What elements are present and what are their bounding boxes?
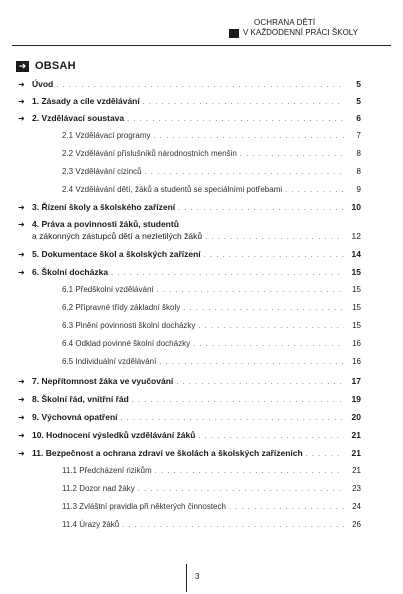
toc-entry-page: 26	[352, 520, 361, 529]
toc-entry-page: 15	[352, 285, 361, 294]
toc-entry-text: 6.1 Předškolní vzdělávání	[62, 285, 154, 294]
toc-entry	[62, 284, 361, 297]
arrow-icon: ➜	[18, 80, 25, 89]
toc-entry-text: 2.2 Vzdělávání příslušníků národnostních menšin	[62, 149, 237, 158]
toc-entry	[18, 411, 361, 425]
dot-leader	[183, 303, 344, 315]
header-line-1: OCHRANA DĚTÍ	[254, 18, 316, 27]
page-footer	[186, 564, 207, 592]
toc-entry	[62, 148, 361, 161]
toc-entry-text: 6.3 Plnění povinnosti školní docházky	[62, 321, 196, 330]
toc-entry-page: 23	[352, 484, 361, 493]
toc-entry-text: 9. Výchovná opatření	[32, 412, 118, 422]
toc-entry	[62, 501, 361, 514]
toc-entry-text: 3. Řízení školy a školského zařízení	[32, 202, 176, 212]
arrow-icon: ➜	[18, 114, 25, 123]
dot-leader	[205, 232, 344, 244]
toc-entry	[62, 320, 361, 333]
toc-entry	[18, 201, 361, 215]
toc-entry-page: 15	[351, 267, 361, 277]
arrow-icon: ➜	[18, 413, 25, 422]
toc-entry	[18, 375, 361, 389]
toc-entry-page: 20	[351, 412, 361, 422]
toc-entry	[62, 302, 361, 315]
toc-entry-text: 11.4 Úrazy žáků	[62, 520, 120, 529]
header-line-2: V KAŽDODENNÍ PRÁCI ŠKOLY	[243, 28, 358, 37]
toc-entry	[18, 112, 361, 126]
toc-entry	[62, 483, 361, 496]
toc-entry-text: 8. Školní řád, vnitřní řád	[32, 394, 129, 404]
toc-entry-page: 16	[352, 339, 361, 348]
toc-entry-page: 7	[356, 131, 361, 140]
arrow-icon: ➜	[18, 377, 25, 386]
arrow-box-icon: ➜	[16, 61, 29, 72]
dot-leader	[204, 250, 344, 262]
arrow-icon: ➜	[18, 395, 25, 404]
toc-entry-text: 2.3 Vzdělávání cizinců	[62, 167, 142, 176]
dot-leader	[178, 203, 344, 215]
dot-leader	[198, 321, 344, 333]
toc-entry-text: 2.1 Vzdělávací programy	[62, 131, 151, 140]
toc-entry	[62, 338, 361, 351]
toc-entry-page: 15	[352, 321, 361, 330]
toc-entry-page: 8	[356, 167, 361, 176]
header-line-2-wrap	[229, 28, 379, 38]
dot-leader	[121, 413, 345, 425]
dot-leader	[127, 114, 344, 126]
toc-entry-page: 10	[351, 202, 361, 212]
toc-entry-text: 11. Bezpečnost a ochrana zdraví ve školách a školských zařízeních	[32, 448, 303, 458]
dot-leader	[193, 339, 344, 351]
arrow-icon: ➜	[18, 97, 25, 106]
toc-entry-page: 8	[356, 149, 361, 158]
toc-entry-text: a zákonných zástupců dětí a nezletilých žáků	[32, 231, 203, 241]
toc-entry	[62, 519, 361, 532]
toc-title: OBSAH	[35, 60, 76, 72]
toc-entry-text: 11.2 Dozor nad žáky	[62, 484, 135, 493]
dot-leader	[157, 285, 344, 297]
running-header	[229, 18, 379, 38]
toc-entry	[62, 130, 361, 143]
toc-entry	[32, 230, 361, 244]
toc-entry-text: 6.4 Odklad povinné školní docházky	[62, 339, 191, 348]
toc-entry-page: 24	[352, 502, 361, 511]
dot-leader	[143, 97, 344, 109]
dot-leader	[198, 431, 344, 443]
header-square-icon	[229, 29, 239, 38]
toc-heading	[16, 60, 76, 72]
arrow-icon: ➜	[18, 250, 25, 259]
toc-entry-page: 21	[351, 448, 361, 458]
dot-leader	[229, 502, 344, 514]
toc-entry-page: 14	[351, 249, 361, 259]
dot-leader	[159, 357, 344, 369]
arrow-icon: ➜	[18, 449, 25, 458]
toc-entry	[18, 266, 361, 280]
dot-leader	[285, 185, 344, 197]
toc-entry-text: 1. Zásady a cíle vzdělávání	[32, 96, 140, 106]
dot-leader	[176, 377, 344, 389]
arrow-icon: ➜	[18, 431, 25, 440]
toc-entry-text: 11.1 Předcházení rizikům	[62, 466, 152, 475]
toc-entry	[62, 166, 361, 179]
arrow-icon: ➜	[18, 220, 25, 229]
toc-entry-page: 5	[356, 79, 361, 89]
toc-entry-page: 17	[351, 376, 361, 386]
dot-leader	[155, 466, 344, 478]
header-rule	[12, 45, 391, 46]
toc-entry-text: 6.2 Přípravné třídy základní školy	[62, 303, 181, 312]
arrow-icon: ➜	[18, 203, 25, 212]
toc-entry	[18, 78, 361, 92]
dot-leader	[138, 484, 344, 496]
toc-entry-page: 19	[351, 394, 361, 404]
dot-leader	[122, 520, 344, 532]
toc-entry-text: 11.3 Zvláštní pravidla při některých činnostech	[62, 502, 226, 511]
dot-leader	[56, 80, 344, 92]
toc-entry-text: 10. Hodnocení výsledků vzdělávání žáků	[32, 430, 196, 440]
dot-leader	[132, 395, 344, 407]
toc-entry-text: 5. Dokumentace škol a školských zařízení	[32, 249, 201, 259]
page-number: 3	[195, 572, 200, 581]
toc-entry-text: 7. Nepřítomnost žáka ve vyučování	[32, 376, 174, 386]
toc-entry-text: 2.4 Vzdělávání dětí, žáků a studentů se speciálními potřebami	[62, 185, 283, 194]
toc-entry	[18, 447, 361, 461]
toc-entry-text: 2. Vzdělávací soustava	[32, 113, 125, 123]
dot-leader	[306, 449, 344, 461]
dot-leader	[154, 131, 345, 143]
toc-entry	[18, 429, 361, 443]
toc-entry	[62, 465, 361, 478]
dot-leader	[240, 149, 344, 161]
toc-entry	[62, 184, 361, 197]
dot-leader	[111, 268, 344, 280]
toc-entry-page: 21	[352, 466, 361, 475]
toc-entry-page: 16	[352, 357, 361, 366]
arrow-icon: ➜	[18, 268, 25, 277]
dot-leader	[145, 167, 344, 179]
toc-entry-page: 6	[356, 113, 361, 123]
toc-entry-text: 6. Školní docházka	[32, 267, 109, 277]
toc-entry-page: 5	[356, 96, 361, 106]
toc-entry-text: Úvod	[32, 79, 54, 89]
toc-entry	[18, 248, 361, 262]
toc-entry-page: 12	[351, 231, 361, 241]
toc-entry-page: 21	[351, 430, 361, 440]
toc-entry	[18, 393, 361, 407]
toc-entry-text: 4. Práva a povinnosti žáků, studentů	[32, 219, 179, 229]
toc-entry-page: 9	[356, 185, 361, 194]
toc-entry-page: 15	[352, 303, 361, 312]
toc-entry	[62, 356, 361, 369]
toc-entry	[18, 95, 361, 109]
toc-entry-text: 6.5 Individuální vzdělávání	[62, 357, 157, 366]
